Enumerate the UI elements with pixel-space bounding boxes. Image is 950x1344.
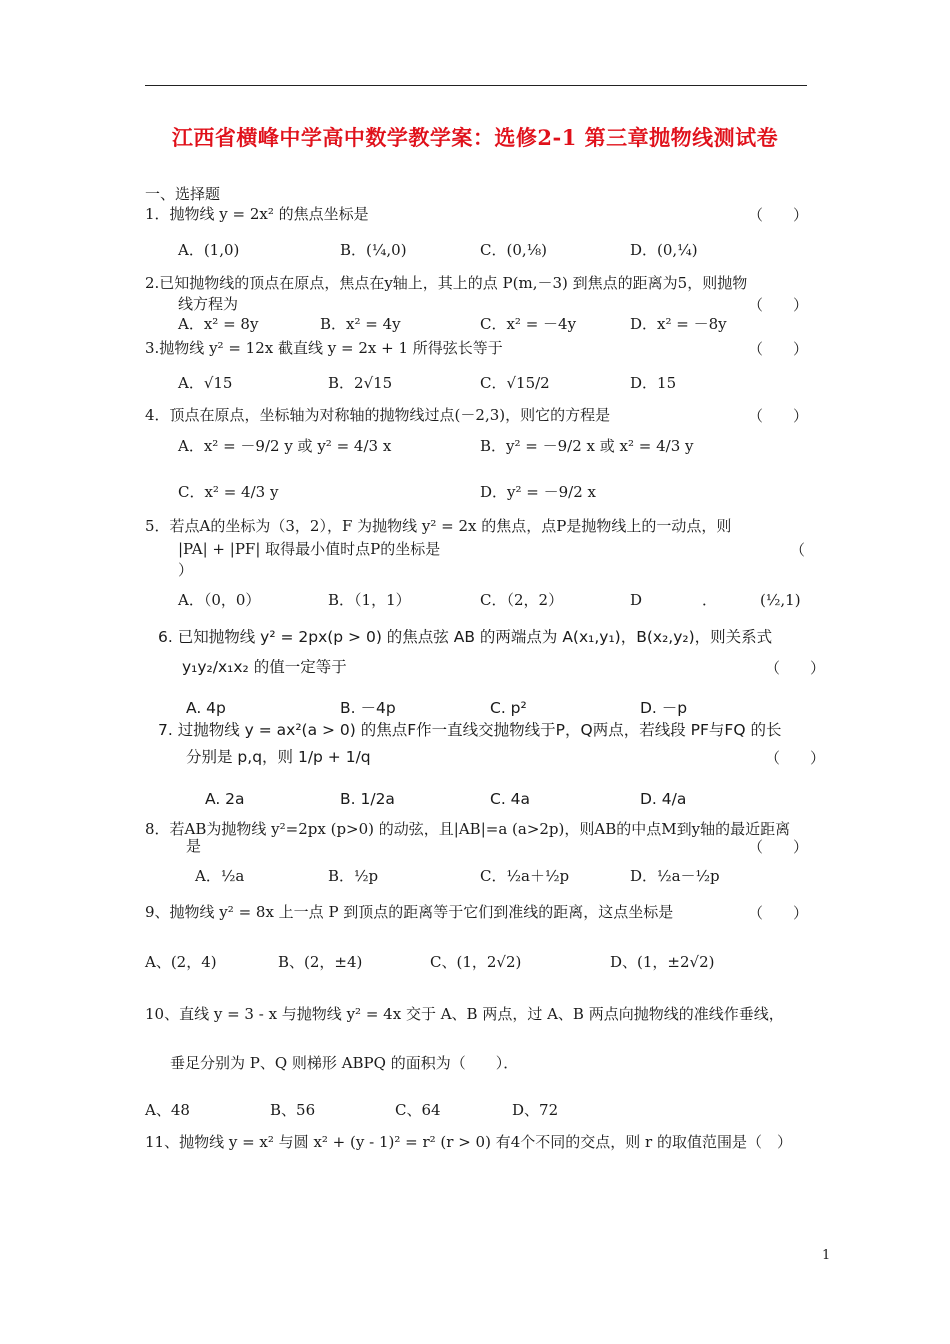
q4-option-c: C．x² = 4/3 y <box>178 483 279 501</box>
q9-option-b: B、(2，±4) <box>278 953 363 971</box>
q1-answer-paren: （ ） <box>748 206 809 224</box>
q7-option-b: B. 1/2a <box>340 790 395 808</box>
q11-stem: 11、抛物线 y = x² 与圆 x² + (y - 1)² = r² (r > 0) 有4个不同的交点，则 r 的取值范围是（ ） <box>145 1133 792 1151</box>
q5-option-c: C．（2，2） <box>480 591 564 609</box>
q1-stem: 1．抛物线 y = 2x² 的焦点坐标是 <box>145 205 369 223</box>
q3-option-a: A．√15 <box>178 374 233 392</box>
q7-answer-paren: （ ） <box>765 749 826 767</box>
q10-option-a: A、48 <box>145 1101 190 1119</box>
q5-paren-open: （ <box>790 541 806 559</box>
q5-stem-line2: |PA| + |PF| 取得最小值时点P的坐标是 <box>178 540 441 558</box>
q5-option-d-value: (½,1) <box>760 591 801 609</box>
q5-paren-close: ） <box>178 561 194 579</box>
q2-stem-line2: 线方程为 <box>178 295 239 313</box>
q3-option-b: B．2√15 <box>328 374 393 392</box>
q2-option-a: A．x² = 8y <box>178 315 259 333</box>
header-rule <box>145 85 807 86</box>
q3-option-c: C．√15/2 <box>480 374 550 392</box>
q9-option-c: C、(1，2√2) <box>430 953 522 971</box>
page-number: 1 <box>822 1248 831 1263</box>
q3-option-d: D．15 <box>630 374 677 392</box>
q8-option-a: A．½a <box>195 867 245 885</box>
q5-option-b: B．（1，1） <box>328 591 411 609</box>
q1-option-d: D．(0,¼) <box>630 241 698 259</box>
q6-answer-paren: （ ） <box>765 659 826 677</box>
q7-stem-line2: 分别是 p,q，则 1/p + 1/q <box>186 748 371 766</box>
q4-answer-paren: （ ） <box>748 407 809 425</box>
q10-option-d: D、72 <box>512 1101 559 1119</box>
q6-option-b: B. －4p <box>340 699 396 717</box>
q4-option-a: A．x² = －9/2 y 或 y² = 4/3 x <box>178 437 392 455</box>
q2-stem-line1: 2.已知抛物线的顶点在原点，焦点在y轴上，其上的点 P(m,－3) 到焦点的距离为5，则抛物 <box>145 274 748 292</box>
q8-stem-line1: 8．若AB为抛物线 y²=2px (p>0) 的动弦，且|AB|=a (a>2p)，则AB的中点M到y轴的最近距离 <box>145 820 791 838</box>
q1-option-c: C．(0,⅛) <box>480 241 548 259</box>
q8-option-c: C．½a＋½p <box>480 867 570 885</box>
q8-option-d: D．½a－½p <box>630 867 720 885</box>
q5-stem-line1: 5．若点A的坐标为（3，2），F 为抛物线 y² = 2x 的焦点，点P是抛物线上的一动点，则 <box>145 517 732 535</box>
q10-option-b: B、56 <box>270 1101 316 1119</box>
section-heading: 一、选择题 <box>145 185 221 203</box>
q7-option-d: D. 4/a <box>640 790 687 808</box>
q9-answer-paren: （ ） <box>748 904 809 922</box>
q3-answer-paren: （ ） <box>748 340 809 358</box>
q5-option-a: A．（0，0） <box>178 591 261 609</box>
q6-stem-line2: y₁y₂/x₁x₂ 的值一定等于 <box>182 658 347 676</box>
q7-option-c: C. 4a <box>490 790 531 808</box>
q4-option-b: B．y² = －9/2 x 或 x² = 4/3 y <box>480 437 694 455</box>
q4-stem: 4．顶点在原点，坐标轴为对称轴的抛物线过点(－2,3)，则它的方程是 <box>145 406 611 424</box>
q9-stem: 9、抛物线 y² = 8x 上一点 P 到顶点的距离等于它们到准线的距离，这点坐标是 <box>145 903 674 921</box>
q2-answer-paren: （ ） <box>748 296 809 314</box>
q6-stem-line1: 6. 已知抛物线 y² = 2px(p > 0) 的焦点弦 AB 的两端点为 A(x₁,y₁)，B(x₂,y₂)，则关系式 <box>158 628 773 646</box>
q2-option-b: B．x² = 4y <box>320 315 401 333</box>
q2-option-c: C．x² = －4y <box>480 315 577 333</box>
q8-option-b: B．½p <box>328 867 379 885</box>
q10-stem-line2: 垂足分别为 P、Q 则梯形 ABPQ 的面积为（ ）． <box>170 1054 519 1072</box>
q8-stem-line2: 是 <box>186 837 202 855</box>
q5-option-d: D ． <box>630 591 718 609</box>
q6-option-d: D. －p <box>640 699 688 717</box>
q6-option-a: A. 4p <box>186 699 226 717</box>
q7-stem-line1: 7. 过抛物线 y = ax²(a > 0) 的焦点F作一直线交抛物线于P，Q两点，若线段 PF与FQ 的长 <box>158 721 782 739</box>
q10-stem-line1: 10、直线 y = 3 - x 与抛物线 y² = 4x 交于 A、B 两点，过 A、B 两点向抛物线的准线作垂线， <box>145 1005 784 1023</box>
q1-option-a: A．(1,0) <box>178 241 240 259</box>
q8-answer-paren: （ ） <box>748 838 809 856</box>
q1-option-b: B．(¼,0) <box>340 241 407 259</box>
q9-option-d: D、(1，±2√2) <box>610 953 715 971</box>
q6-option-c: C. p² <box>490 699 527 717</box>
q4-option-d: D．y² = －9/2 x <box>480 483 596 501</box>
page-title: 江西省横峰中学高中数学教学案：选修2-1 第三章抛物线测试卷 <box>171 125 779 150</box>
q2-option-d: D．x² = －8y <box>630 315 727 333</box>
q9-option-a: A、(2，4) <box>145 953 217 971</box>
q3-stem: 3.抛物线 y² = 12x 截直线 y = 2x + 1 所得弦长等于 <box>145 339 503 357</box>
q10-option-c: C、64 <box>395 1101 441 1119</box>
q7-option-a: A. 2a <box>205 790 245 808</box>
